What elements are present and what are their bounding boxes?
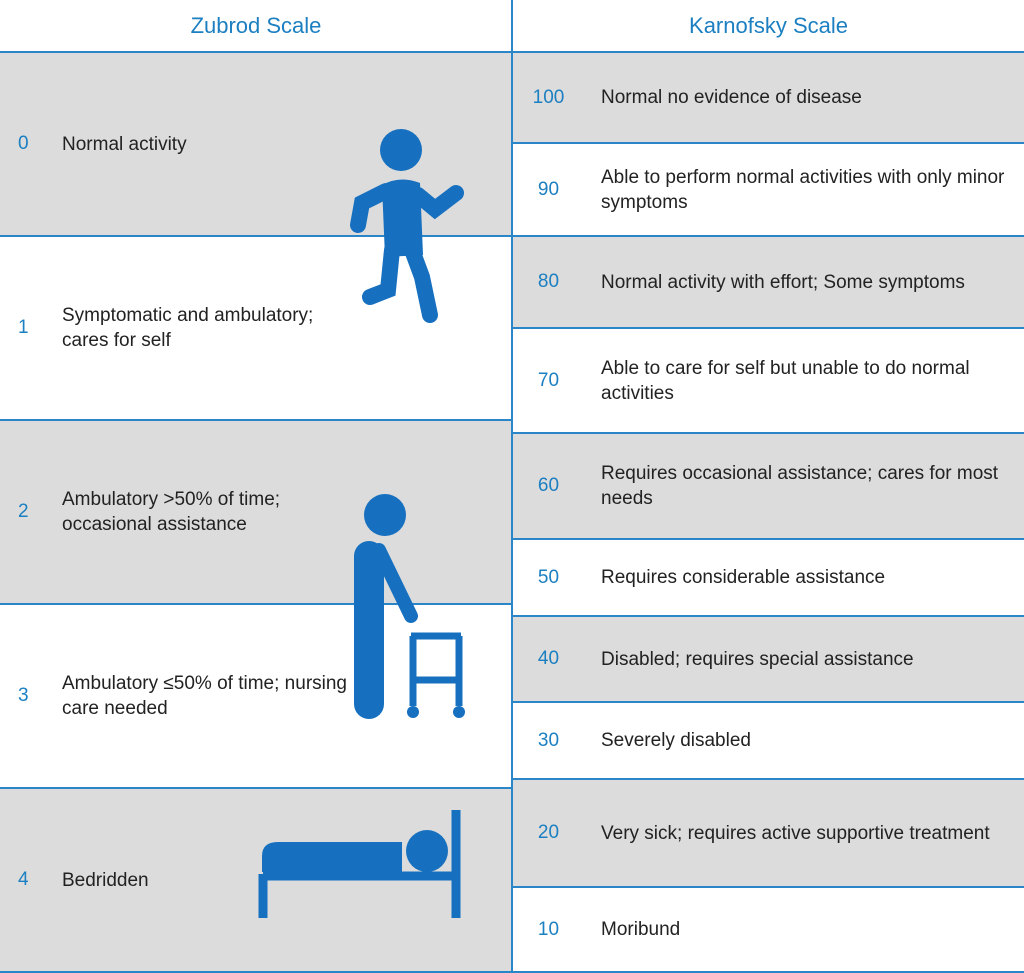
zubrod-score: 4 <box>18 869 29 890</box>
karnofsky-row-90 <box>513 144 1024 235</box>
karnofsky-scale-title: Karnofsky Scale <box>689 13 848 38</box>
karnofsky-score: 40 <box>537 648 560 669</box>
zubrod-score: 0 <box>18 133 29 154</box>
zubrod-scale-title: Zubrod Scale <box>190 13 322 38</box>
karnofsky-score: 20 <box>537 822 560 843</box>
column-divider <box>511 0 513 973</box>
karnofsky-description: Moribund <box>601 919 681 940</box>
person-with-walker-icon <box>345 492 475 722</box>
zubrod-score: 3 <box>18 685 29 706</box>
row-divider <box>513 432 1024 434</box>
karnofsky-row-70 <box>513 329 1024 432</box>
karnofsky-row-10 <box>513 888 1024 971</box>
karnofsky-score: 30 <box>537 729 560 751</box>
karnofsky-score: 50 <box>537 566 560 588</box>
karnofsky-description: Normal activity with effort; Some symptoms <box>601 271 965 293</box>
karnofsky-row-20 <box>513 780 1024 886</box>
row-divider <box>513 778 1024 780</box>
zubrod-score: 2 <box>18 501 29 522</box>
person-in-bed-icon <box>252 806 467 921</box>
row-divider <box>0 787 511 789</box>
row-divider <box>0 419 511 421</box>
row-divider <box>513 615 1024 617</box>
karnofsky-row-80 <box>513 237 1024 327</box>
karnofsky-description: Very sick; requires active supportive treatment <box>601 822 990 844</box>
karnofsky-description: Able to care for self but unable to do normal activities <box>601 357 970 404</box>
karnofsky-score: 80 <box>537 271 560 292</box>
row-divider <box>513 327 1024 329</box>
zubrod-description: Ambulatory ≤50% of time; nursing care needed <box>62 673 347 719</box>
karnofsky-score: 10 <box>537 918 560 940</box>
karnofsky-description: Disabled; requires special assistance <box>601 648 914 670</box>
row-divider <box>513 538 1024 540</box>
zubrod-description: Normal activity <box>62 133 187 155</box>
karnofsky-row-60 <box>513 434 1024 538</box>
karnofsky-score: 90 <box>537 178 560 200</box>
karnofsky-row-50 <box>513 540 1024 615</box>
karnofsky-row-30 <box>513 703 1024 778</box>
row-divider <box>513 886 1024 888</box>
karnofsky-row-100 <box>513 53 1024 142</box>
row-divider <box>513 701 1024 703</box>
karnofsky-description: Requires considerable assistance <box>601 567 886 588</box>
karnofsky-score: 60 <box>537 475 560 496</box>
walking-person-icon <box>340 125 470 330</box>
zubrod-description: Bedridden <box>62 869 149 891</box>
row-divider <box>513 142 1024 144</box>
zubrod-description: Ambulatory >50% of time; occasional assistance <box>62 489 281 535</box>
karnofsky-score: 100 <box>532 86 565 108</box>
zubrod-score: 1 <box>18 317 29 338</box>
karnofsky-description: Able to perform normal activities with only minor symptoms <box>601 166 1005 213</box>
row-divider <box>0 51 1024 53</box>
karnofsky-description: Normal no evidence of disease <box>601 87 862 108</box>
zubrod-description: Symptomatic and ambulatory; cares for self <box>62 305 314 351</box>
karnofsky-description: Requires occasional assistance; cares for most needs <box>601 463 999 509</box>
karnofsky-score: 70 <box>537 369 560 391</box>
karnofsky-row-40 <box>513 617 1024 701</box>
row-divider <box>513 235 1024 237</box>
karnofsky-description: Severely disabled <box>601 730 751 751</box>
